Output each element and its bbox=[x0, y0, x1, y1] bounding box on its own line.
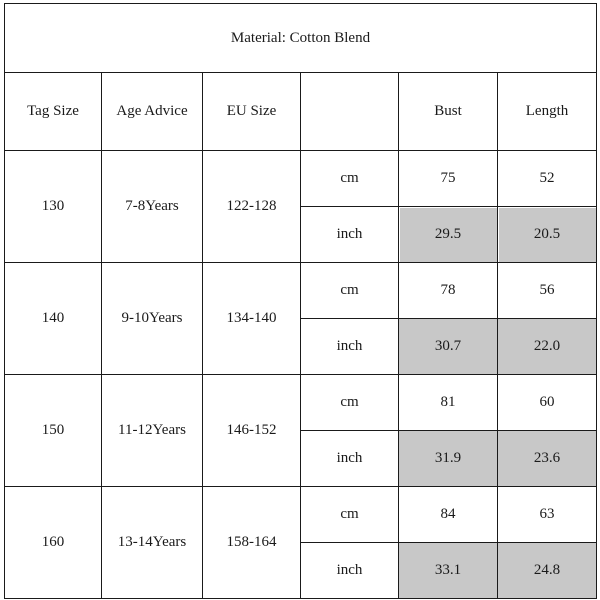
age-advice-cell: 7-8Years bbox=[102, 151, 203, 263]
unit-inch-label: inch bbox=[301, 543, 399, 599]
length-cm-value: 60 bbox=[498, 375, 597, 431]
header-eu-size: EU Size bbox=[203, 73, 301, 151]
age-advice-cell: 11-12Years bbox=[102, 375, 203, 487]
bust-cm-value: 81 bbox=[399, 375, 498, 431]
header-tag-size: Tag Size bbox=[5, 73, 102, 151]
eu-size-cell: 122-128 bbox=[203, 151, 301, 263]
unit-cm-label: cm bbox=[301, 487, 399, 543]
length-cm-value: 56 bbox=[498, 263, 597, 319]
length-inch-value: 24.8 bbox=[498, 543, 597, 599]
header-bust: Bust bbox=[399, 73, 498, 151]
length-inch-value: 23.6 bbox=[498, 431, 597, 487]
bust-cm-value: 84 bbox=[399, 487, 498, 543]
length-cm-value: 63 bbox=[498, 487, 597, 543]
unit-inch-label: inch bbox=[301, 319, 399, 375]
header-length: Length bbox=[498, 73, 597, 151]
table-row bbox=[5, 487, 597, 543]
length-inch-value: 20.5 bbox=[498, 207, 597, 263]
unit-inch-label: inch bbox=[301, 207, 399, 263]
material-title: Material: Cotton Blend bbox=[5, 4, 597, 73]
unit-cm-label: cm bbox=[301, 151, 399, 207]
unit-inch-label: inch bbox=[301, 431, 399, 487]
eu-size-cell: 158-164 bbox=[203, 487, 301, 599]
bust-inch-value: 33.1 bbox=[399, 543, 498, 599]
bust-inch-value: 30.7 bbox=[399, 319, 498, 375]
unit-cm-label: cm bbox=[301, 263, 399, 319]
age-advice-cell: 13-14Years bbox=[102, 487, 203, 599]
table-row bbox=[5, 263, 597, 319]
tag-size-cell: 140 bbox=[5, 263, 102, 375]
header-row bbox=[5, 73, 597, 151]
eu-size-cell: 134-140 bbox=[203, 263, 301, 375]
length-inch-value: 22.0 bbox=[498, 319, 597, 375]
header-unit bbox=[301, 73, 399, 151]
table-row bbox=[5, 375, 597, 431]
bust-cm-value: 78 bbox=[399, 263, 498, 319]
table-row bbox=[5, 151, 597, 207]
tag-size-cell: 150 bbox=[5, 375, 102, 487]
age-advice-cell: 9-10Years bbox=[102, 263, 203, 375]
size-chart-table bbox=[4, 3, 597, 599]
tag-size-cell: 160 bbox=[5, 487, 102, 599]
unit-cm-label: cm bbox=[301, 375, 399, 431]
eu-size-cell: 146-152 bbox=[203, 375, 301, 487]
tag-size-cell: 130 bbox=[5, 151, 102, 263]
bust-inch-value: 29.5 bbox=[399, 207, 498, 263]
bust-inch-value: 31.9 bbox=[399, 431, 498, 487]
bust-cm-value: 75 bbox=[399, 151, 498, 207]
title-row bbox=[5, 4, 597, 73]
header-age-advice: Age Advice bbox=[102, 73, 203, 151]
length-cm-value: 52 bbox=[498, 151, 597, 207]
